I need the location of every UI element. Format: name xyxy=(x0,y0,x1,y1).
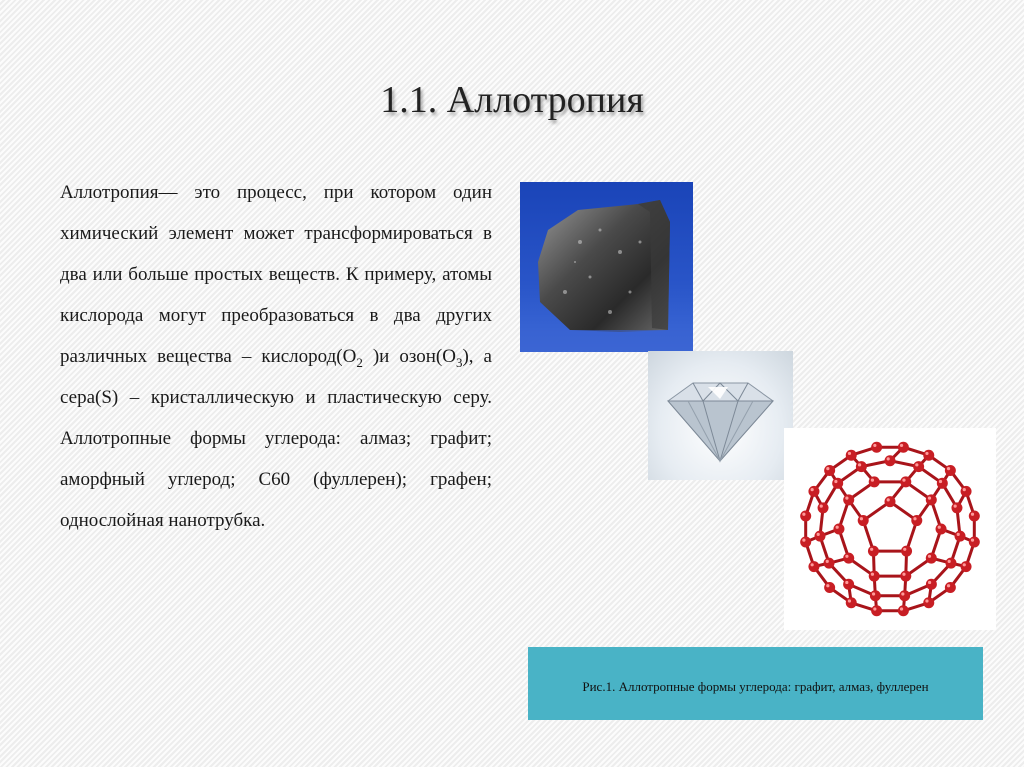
fullerene-atom xyxy=(945,582,956,593)
fullerene-atom-highlight xyxy=(963,563,966,566)
fullerene-atom-highlight xyxy=(928,581,931,584)
fullerene-atom-highlight xyxy=(845,555,848,558)
fullerene-atom xyxy=(900,571,911,582)
graphite-image xyxy=(520,182,693,352)
fullerene-image xyxy=(784,428,996,630)
fullerene-atom xyxy=(945,465,956,476)
fullerene-atom-highlight xyxy=(845,496,848,499)
fullerene-atom-highlight xyxy=(971,513,974,516)
fullerene-atom-highlight xyxy=(925,599,928,602)
fullerene-atom xyxy=(833,524,844,535)
body-paragraph xyxy=(60,172,492,541)
fullerene-atom-highlight xyxy=(848,599,851,602)
fullerene-atom-highlight xyxy=(957,533,960,536)
fullerene-atom xyxy=(936,524,947,535)
fullerene-atom-highlight xyxy=(870,548,873,551)
fullerene-atom xyxy=(901,546,912,557)
fullerene-atom-highlight xyxy=(925,452,928,455)
fullerene-atom xyxy=(869,476,880,487)
fullerene-atom-highlight xyxy=(900,444,903,447)
fullerene-atom xyxy=(856,461,867,472)
fullerene-atom-highlight xyxy=(817,533,820,536)
diamond-image xyxy=(648,351,793,480)
fullerene-atom-highlight xyxy=(834,480,837,483)
fullerene-atoms xyxy=(800,442,980,617)
fullerene-atom xyxy=(911,515,922,526)
fullerene-atom xyxy=(961,561,972,572)
fullerene-atom xyxy=(913,461,924,472)
fullerene-atom-highlight xyxy=(871,479,874,482)
figure-caption-box xyxy=(528,647,983,720)
fullerene-atom xyxy=(871,442,882,453)
fullerene-atom-highlight xyxy=(802,539,805,542)
fullerene-atom-highlight xyxy=(963,488,966,491)
fullerene-atom xyxy=(808,486,819,497)
fullerene-atom-highlight xyxy=(902,573,905,576)
fullerene-atom xyxy=(824,465,835,476)
fullerene-atom xyxy=(923,597,934,608)
fullerene-atom-highlight xyxy=(903,548,906,551)
fullerene-atom xyxy=(926,494,937,505)
fullerene-atom xyxy=(898,605,909,616)
fullerene-atom-highlight xyxy=(915,463,918,466)
fullerene-atom xyxy=(955,531,966,542)
paragraph-part-3: ), а сера(S) – кристаллическую и пластическую серу. Аллотропные формы углерода: алмаз; графит; аморфный углерод; C60 (фуллерен); графен; однослойная нанотрубка. xyxy=(60,346,492,531)
fullerene-atom-highlight xyxy=(848,452,851,455)
fullerene-atom-highlight xyxy=(887,498,890,501)
fullerene-atom xyxy=(869,571,880,582)
fullerene-atom-highlight xyxy=(873,607,876,610)
fullerene-atom xyxy=(969,511,980,522)
fullerene-atom xyxy=(843,579,854,590)
fullerene-atom xyxy=(843,494,854,505)
fullerene-atom xyxy=(885,496,896,507)
fullerene-atom-highlight xyxy=(938,526,941,529)
fullerene-atom xyxy=(900,476,911,487)
fullerene-atom xyxy=(926,553,937,564)
fullerene-atom xyxy=(800,511,811,522)
fullerene-atom xyxy=(832,478,843,489)
fullerene-atom-highlight xyxy=(954,504,957,507)
fullerene-atom-highlight xyxy=(947,584,950,587)
fullerene-atom xyxy=(818,502,829,513)
fullerene-atom-highlight xyxy=(873,444,876,447)
fullerene-atom-highlight xyxy=(871,573,874,576)
slide-title: 1.1. Аллотропия xyxy=(380,79,644,121)
paragraph-part-1: Аллотропия— это процесс, при котором один химический элемент может трансформироваться в два или больше простых веществ. К примеру, атомы кислорода могут преобразоваться в два других различных вещества – кислород(O xyxy=(60,182,492,367)
fullerene-atom xyxy=(846,450,857,461)
fullerene-atom xyxy=(969,536,980,547)
fullerene-atom xyxy=(923,450,934,461)
fullerene-atom xyxy=(814,531,825,542)
fullerene-atom-highlight xyxy=(826,584,829,587)
fullerene-atom-highlight xyxy=(971,539,974,542)
fullerene-atom-highlight xyxy=(836,526,839,529)
fullerene-atom-highlight xyxy=(860,517,863,520)
fullerene-atom-highlight xyxy=(858,463,861,466)
fullerene-atom xyxy=(843,553,854,564)
fullerene-atom-highlight xyxy=(872,592,875,595)
fullerene-atom-highlight xyxy=(820,504,823,507)
fullerene-atom-highlight xyxy=(845,581,848,584)
fullerene-atom-highlight xyxy=(811,488,814,491)
paragraph-part-2: )и озон(O xyxy=(362,346,456,367)
fullerene-atom-highlight xyxy=(947,467,950,470)
fullerene-atom xyxy=(926,579,937,590)
fullerene-atom xyxy=(885,455,896,466)
fullerene-atom xyxy=(870,590,881,601)
fullerene-atom xyxy=(858,515,869,526)
fullerene-atom xyxy=(824,558,835,569)
fullerene-atom xyxy=(808,561,819,572)
subscript-oxygen: 2 xyxy=(356,354,363,370)
fullerene-atom xyxy=(961,486,972,497)
fullerene-atom-highlight xyxy=(826,467,829,470)
fullerene-atom-highlight xyxy=(902,479,905,482)
fullerene-atom-highlight xyxy=(887,457,890,460)
fullerene-atom-highlight xyxy=(811,563,814,566)
fullerene-atom-highlight xyxy=(913,517,916,520)
fullerene-atom xyxy=(898,442,909,453)
fullerene-atom xyxy=(945,558,956,569)
fullerene-atom-highlight xyxy=(928,496,931,499)
fullerene-atom xyxy=(871,605,882,616)
fullerene-atom xyxy=(899,590,910,601)
fullerene-atom xyxy=(951,502,962,513)
fullerene-atom xyxy=(800,536,811,547)
fullerene-atom-highlight xyxy=(928,555,931,558)
subscript-ozone: 3 xyxy=(455,354,463,370)
figure-caption: Рис.1. Аллотропные формы углерода: графит, алмаз, фуллерен xyxy=(582,679,929,694)
fullerene-atom-highlight xyxy=(939,480,942,483)
fullerene-atom xyxy=(937,478,948,489)
fullerene-atom-highlight xyxy=(900,607,903,610)
fullerene-atom-highlight xyxy=(901,592,904,595)
fullerene-atom xyxy=(868,546,879,557)
fullerene-atom-highlight xyxy=(802,513,805,516)
fullerene-atom xyxy=(824,582,835,593)
fullerene-atom-highlight xyxy=(948,560,951,563)
fullerene-atom xyxy=(846,597,857,608)
fullerene-atom-highlight xyxy=(826,560,829,563)
